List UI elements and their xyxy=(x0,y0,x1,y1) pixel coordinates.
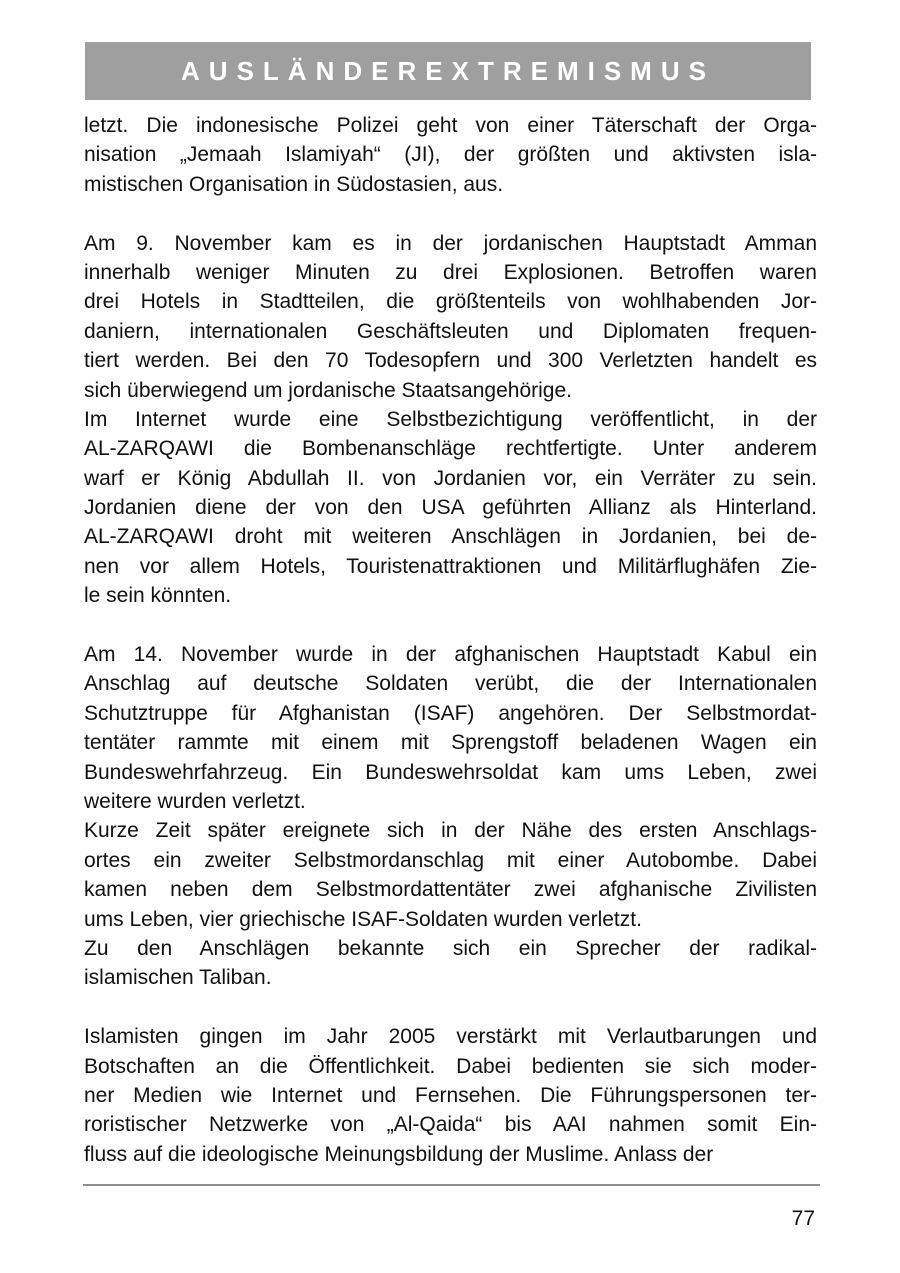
paragraph xyxy=(84,111,817,199)
text-line: AL-ZARQAWI die Bombenanschläge rechtfertigte. Unter anderem xyxy=(84,437,817,461)
text-line: ums Leben, vier griechische ISAF-Soldaten wurden verletzt. xyxy=(84,907,642,931)
text-line: Am 14. November wurde in der afghanischen Hauptstadt Kabul ein xyxy=(84,643,817,667)
text-line: fluss auf die ideologische Meinungsbildung der Muslime. Anlass der xyxy=(84,1142,714,1166)
body-text xyxy=(84,111,817,1169)
paragraph xyxy=(84,640,817,816)
text-line: tentäter rammte mit einem mit Sprengstoff beladenen Wagen ein xyxy=(84,731,817,755)
text-line: drei Hotels in Stadtteilen, die größtenteils von wohlhabenden Jor- xyxy=(84,290,817,314)
text-line: Botschaften an die Öffentlichkeit. Dabei bedienten sie sich moder- xyxy=(84,1054,817,1078)
text-line: ortes ein zweiter Selbstmordanschlag mit einer Autobombe. Dabei xyxy=(84,848,817,872)
page-number: 77 xyxy=(791,1207,815,1230)
text-line: mistischen Organisation in Südostasien, aus. xyxy=(84,172,504,196)
text-line: sich überwiegend um jordanische Staatsangehörige. xyxy=(84,378,572,402)
text-line: nen vor allem Hotels, Touristenattraktionen und Militärflughäfen Zie- xyxy=(84,554,817,578)
text-line: letzt. Die indonesische Polizei geht von einer Täterschaft der Orga- xyxy=(84,114,817,137)
paragraph xyxy=(84,405,817,611)
text-line: islamischen Taliban. xyxy=(84,966,272,990)
paragraph xyxy=(84,229,817,405)
footer-divider xyxy=(83,1184,820,1186)
text-line: Jordanien diene der von den USA geführten Allianz als Hinterland. xyxy=(84,496,817,520)
text-line: daniern, internationalen Geschäftsleuten und Diplomaten frequen- xyxy=(84,319,817,343)
text-line: Islamisten gingen im Jahr 2005 verstärkt mit Verlautbarungen und xyxy=(84,1025,817,1049)
text-line: nisation „Jemaah Islamiyah“ (JI), der größten und aktivsten isla- xyxy=(84,143,817,167)
text-line: Bundeswehrfahrzeug. Ein Bundeswehrsoldat kam ums Leben, zwei xyxy=(84,760,817,784)
text-line: kamen neben dem Selbstmordattentäter zwei afghanische Zivilisten xyxy=(84,878,817,902)
text-line: Zu den Anschlägen bekannte sich ein Sprecher der radikal- xyxy=(84,936,817,960)
section-header-banner: AUSLÄNDEREXTREMISMUS xyxy=(85,42,811,100)
text-line: le sein könnten. xyxy=(84,584,232,608)
text-line: weitere wurden verletzt. xyxy=(84,789,306,813)
text-line: ner Medien wie Internet und Fernsehen. Die Führungspersonen ter- xyxy=(84,1083,817,1107)
paragraph xyxy=(84,934,817,993)
paragraph xyxy=(84,816,817,934)
text-line: Schutztruppe für Afghanistan (ISAF) angehören. Der Selbstmordat- xyxy=(84,701,817,725)
text-line: innerhalb weniger Minuten zu drei Explosionen. Betroffen waren xyxy=(84,260,817,284)
text-line: Im Internet wurde eine Selbstbezichtigung veröffentlicht, in der xyxy=(84,407,817,431)
paragraph xyxy=(84,1022,817,1169)
text-line: warf er König Abdullah II. von Jordanien vor, ein Verräter zu sein. xyxy=(84,466,817,490)
text-line: roristischer Netzwerke von „Al-Qaida“ bis AAI nahmen somit Ein- xyxy=(84,1113,817,1137)
text-line: tiert werden. Bei den 70 Todesopfern und 300 Verletzten handelt es xyxy=(84,349,817,373)
text-line: Kurze Zeit später ereignete sich in der Nähe des ersten Anschlags- xyxy=(84,819,817,843)
text-line: Am 9. November kam es in der jordanischen Hauptstadt Amman xyxy=(84,231,817,255)
text-line: Anschlag auf deutsche Soldaten verübt, die der Internationalen xyxy=(84,672,817,696)
text-line: AL-ZARQAWI droht mit weiteren Anschlägen in Jordanien, bei de- xyxy=(84,525,817,549)
